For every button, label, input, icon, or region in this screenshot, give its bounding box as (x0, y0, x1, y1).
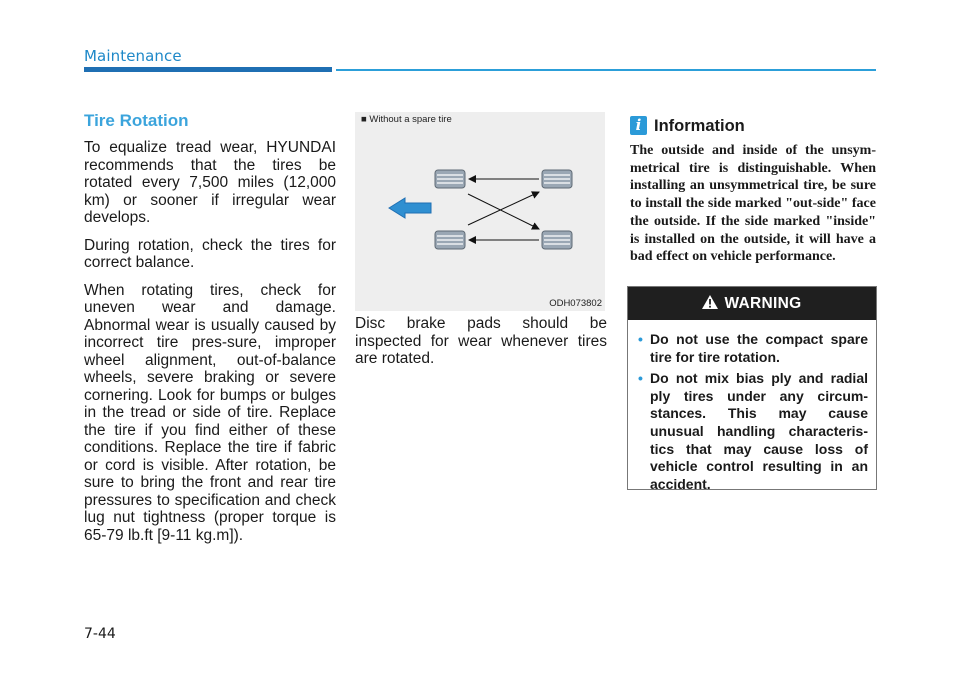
tire-rotation-figure (355, 112, 605, 311)
figure-caption: ■ Without a spare tire (361, 114, 452, 125)
list-item (636, 331, 868, 366)
list-item (636, 370, 868, 493)
rear-left-tire (542, 170, 572, 188)
front-right-tire (435, 231, 465, 249)
warning-box (627, 286, 877, 490)
warning-triangle-icon (702, 295, 718, 309)
paragraph: During rotation, check the tires for correct balance. (84, 236, 336, 271)
info-icon: i (630, 116, 647, 135)
figure-code: ODH073802 (549, 298, 602, 309)
bullet: • (638, 370, 643, 387)
brake-note (355, 315, 607, 378)
forward-direction-arrow-icon (389, 198, 431, 218)
rotation-diagram (355, 112, 605, 311)
paragraph: Disc brake pads should be inspected for wear whenever tires are rotated. (355, 315, 607, 367)
paragraph: When rotating tires, check for uneven wear and damage. Abnormal wear is usually caused by incorrect tire pres-sure, improper wheel alignment, out-of-balance wheels, severe braking or severe cornering. Look for bumps or bulges in the tread or side of tire. Replace the tire if you find either of these conditions. Replace the tire if fabric or cord is visible. After rotation, be sure to bring the front and rear tire pressures to specification and check lug nut tightness (proper torque is 65-79 lb.ft [9-11 kg.m]). (84, 281, 336, 544)
information-title: Information (654, 117, 745, 135)
tire-rotation-heading: Tire Rotation (84, 111, 189, 130)
warning-list (636, 331, 868, 497)
rear-right-tire (542, 231, 572, 249)
rotation-arrow (468, 192, 539, 225)
warning-item-text: Do not mix bias ply and radial ply tires under any circum-stances. This may cause unusual handling characteris-tics that may cause loss of vehicle control resulting in an accident. (650, 370, 868, 492)
paragraph: To equalize tread wear, HYUNDAI recommends that the tires be rotated every 7,500 miles (12,000 km) or sooner if irregular wear develops. (84, 139, 336, 226)
information-body: The outside and inside of the unsym-metrical tire is distinguishable. When installing an unsymmetrical tire, be sure to install the side marked "out-side" face the outside. If the side marked "inside" is installed on the outside, it will have a bad effect on vehicle performance. (630, 143, 876, 265)
header-rule-light (336, 69, 876, 71)
front-left-tire (435, 170, 465, 188)
warning-title: WARNING (724, 295, 802, 312)
header-rule-dark (84, 67, 332, 72)
warning-header (628, 287, 876, 320)
warning-item-text: Do not use the compact spare tire for tire rotation. (650, 331, 868, 365)
page-number: 7-44 (84, 626, 116, 642)
section-label: Maintenance (84, 47, 182, 65)
bullet: • (638, 331, 643, 347)
tire-rotation-body (84, 139, 336, 554)
rotation-arrow (468, 194, 539, 229)
